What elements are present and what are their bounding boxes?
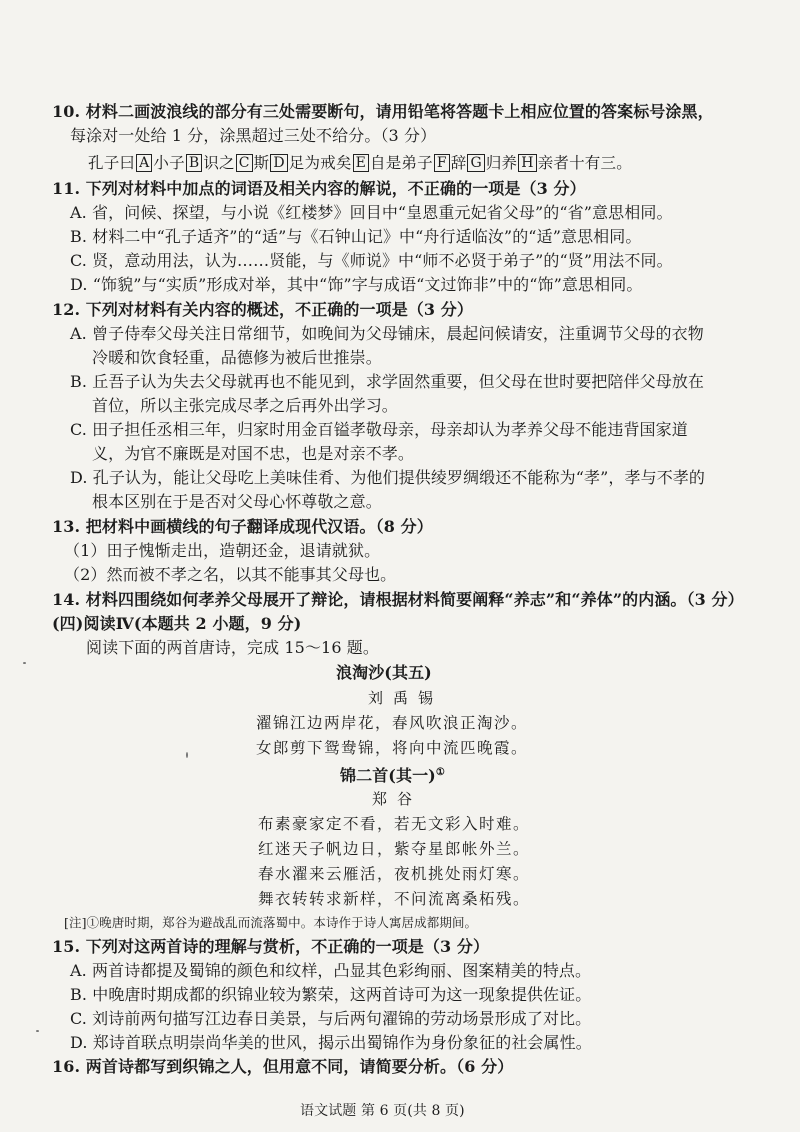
page-footer: 语文试题 第 6 页(共 8 页): [300, 1103, 465, 1119]
scan-speck: [186, 752, 188, 758]
sentence-seg: 亲者十有三。: [537, 154, 632, 172]
q13-stem: 13. 把材料中画横线的句子翻译成现代汉语。（8 分）: [52, 517, 433, 536]
q12-option-d-cont: 根本区别在于是否对父母心怀尊敬之意。: [92, 492, 382, 511]
poem1-line2: 女郎剪下鸳鸯锦，将向中流匹晚霞。: [256, 739, 529, 757]
poem2-title-text: 锦二首(其一): [340, 766, 436, 785]
sentence-seg: 辞: [450, 154, 467, 172]
q14-stem: 14. 材料四围绕如何孝养父母展开了辩论，请根据材料简要阐释“养志”和“养体”的内涵。（3 分）: [52, 590, 744, 609]
answer-box-f: F: [434, 154, 450, 172]
sentence-seg: 自是弟子: [370, 154, 433, 172]
answer-box-a: A: [136, 154, 152, 172]
poem2-line4: 舞衣转转求新样，不问流离桑柘残。: [258, 890, 531, 908]
q11-stem: 11. 下列对材料中加点的词语及相关内容的解说，不正确的一项是（3 分）: [52, 179, 586, 198]
q12-option-c-cont: 义，为官不廉既是对国不忠，也是对亲不孝。: [92, 444, 415, 463]
section-intro: 阅读下面的两首唐诗，完成 15～16 题。: [86, 638, 379, 657]
poem1-title: 浪淘沙(其五): [336, 663, 432, 682]
sentence-seg: 斯: [253, 154, 270, 172]
q10-stem-line1: 10. 材料二画波浪线的部分有三处需要断句，请用铅笔将答题卡上相应位置的答案标号涂黑，: [52, 102, 714, 121]
q12-option-a-cont: 冷暖和饮食轻重，品德修为被后世推崇。: [92, 348, 382, 367]
poem2-line2: 红迷天子帆边日，紫夺星郎帐外兰。: [258, 840, 531, 858]
answer-box-b: B: [186, 154, 203, 172]
section-heading: (四)阅读Ⅳ(本题共 2 小题，9 分): [52, 614, 302, 633]
q12-option-a: A. 曾子侍奉父母关注日常细节，如晚间为父母铺床，晨起问候请安，注重调节父母的衣物: [70, 324, 704, 343]
poem1-author: 刘禹锡: [368, 689, 444, 707]
q13-sentence-2: （2）然而被不孝之名，以其不能事其父母也。: [64, 565, 397, 584]
sentence-seg: 小子: [153, 154, 185, 172]
poem2-line1: 布素豪家定不看，若无文彩入时难。: [258, 815, 531, 833]
poem2-title: [340, 762, 445, 787]
sentence-seg: 识之: [203, 154, 235, 172]
q15-stem: 15. 下列对这两首诗的理解与赏析，不正确的一项是（3 分）: [52, 937, 490, 956]
q16-stem: 16. 两首诗都写到织锦之人，但用意不同，请简要分析。（6 分）: [52, 1057, 514, 1076]
q11-option-c: C. 贤，意动用法，认为……贤能，与《师说》中“师不必贤于弟子”的“贤”用法不同。: [70, 251, 673, 270]
q15-option-d: D. 郑诗首联点明崇尚华美的世风，揭示出蜀锦作为身份象征的社会属性。: [70, 1033, 592, 1052]
q15-option-a: A. 两首诗都提及蜀锦的颜色和纹样，凸显其色彩绚丽、图案精美的特点。: [70, 961, 592, 980]
answer-box-c: C: [236, 154, 253, 172]
answer-box-d: D: [270, 154, 287, 172]
answer-box-e: E: [353, 154, 369, 172]
answer-box-h: H: [518, 154, 536, 172]
sentence-seg: 归养: [485, 154, 518, 172]
poem2-author: 郑谷: [372, 790, 423, 808]
q11-option-b: B. 材料二中“孔子适齐”的“适”与《石钟山记》中“舟行适临汝”的“适”意思相同。: [70, 227, 642, 246]
q12-option-b: B. 丘吾子认为失去父母就再也不能见到，求学固然重要，但父母在世时要把陪伴父母放在: [70, 372, 705, 391]
poem2-note-mark: ①: [435, 767, 445, 778]
sentence-seg: 足为戒矣: [288, 154, 352, 172]
q12-option-c: C. 田子担任丞相三年，归家时用金百镒孝敬母亲，母亲却认为孝养父母不能违背国家道: [70, 420, 688, 439]
q15-option-b: B. 中晚唐时期成都的织锦业较为繁荣，这两首诗可为这一现象提供佐证。: [70, 985, 592, 1004]
poem1-line1: 濯锦江边两岸花，春风吹浪正淘沙。: [256, 714, 529, 732]
answer-box-g: G: [467, 154, 484, 172]
q11-option-d: D. “饰貌”与“实质”形成对举，其中“饰”字与成语“文过饰非”中的“饰”意思相同。: [70, 275, 643, 294]
q15-option-c: C. 刘诗前两句描写江边春日美景，与后两句濯锦的劳动场景形成了对比。: [70, 1009, 592, 1028]
q11-option-a: A. 省，问候、探望，与小说《红楼梦》回目中“皇恩重元妃省父母”的“省”意思相同。: [70, 203, 673, 222]
q10-sentence: [88, 152, 632, 174]
q12-option-d: D. 孔子认为，能让父母吃上美味佳肴、为他们提供绫罗绸缎还不能称为“孝”，孝与不孝的: [70, 468, 705, 487]
scan-speck: [36, 1030, 39, 1032]
q12-stem: 12. 下列对材料有关内容的概述，不正确的一项是（3 分）: [52, 300, 474, 319]
poem-footnote: [注]①晚唐时期，郑谷为避战乱而流落蜀中。本诗作于诗人寓居成都期间。: [64, 915, 478, 930]
sentence-seg: 孔子曰: [88, 154, 136, 172]
poem2-line3: 春水濯来云雁活，夜机挑处雨灯寒。: [258, 865, 531, 883]
scan-speck: [23, 662, 26, 664]
q12-option-b-cont: 首位，所以主张完成尽孝之后再外出学习。: [92, 396, 398, 415]
q10-stem-line2: 每涂对一处给 1 分，涂黑超过三处不给分。（3 分）: [70, 126, 437, 145]
q13-sentence-1: （1）田子愧惭走出，造朝还金，退请就狱。: [64, 541, 381, 560]
